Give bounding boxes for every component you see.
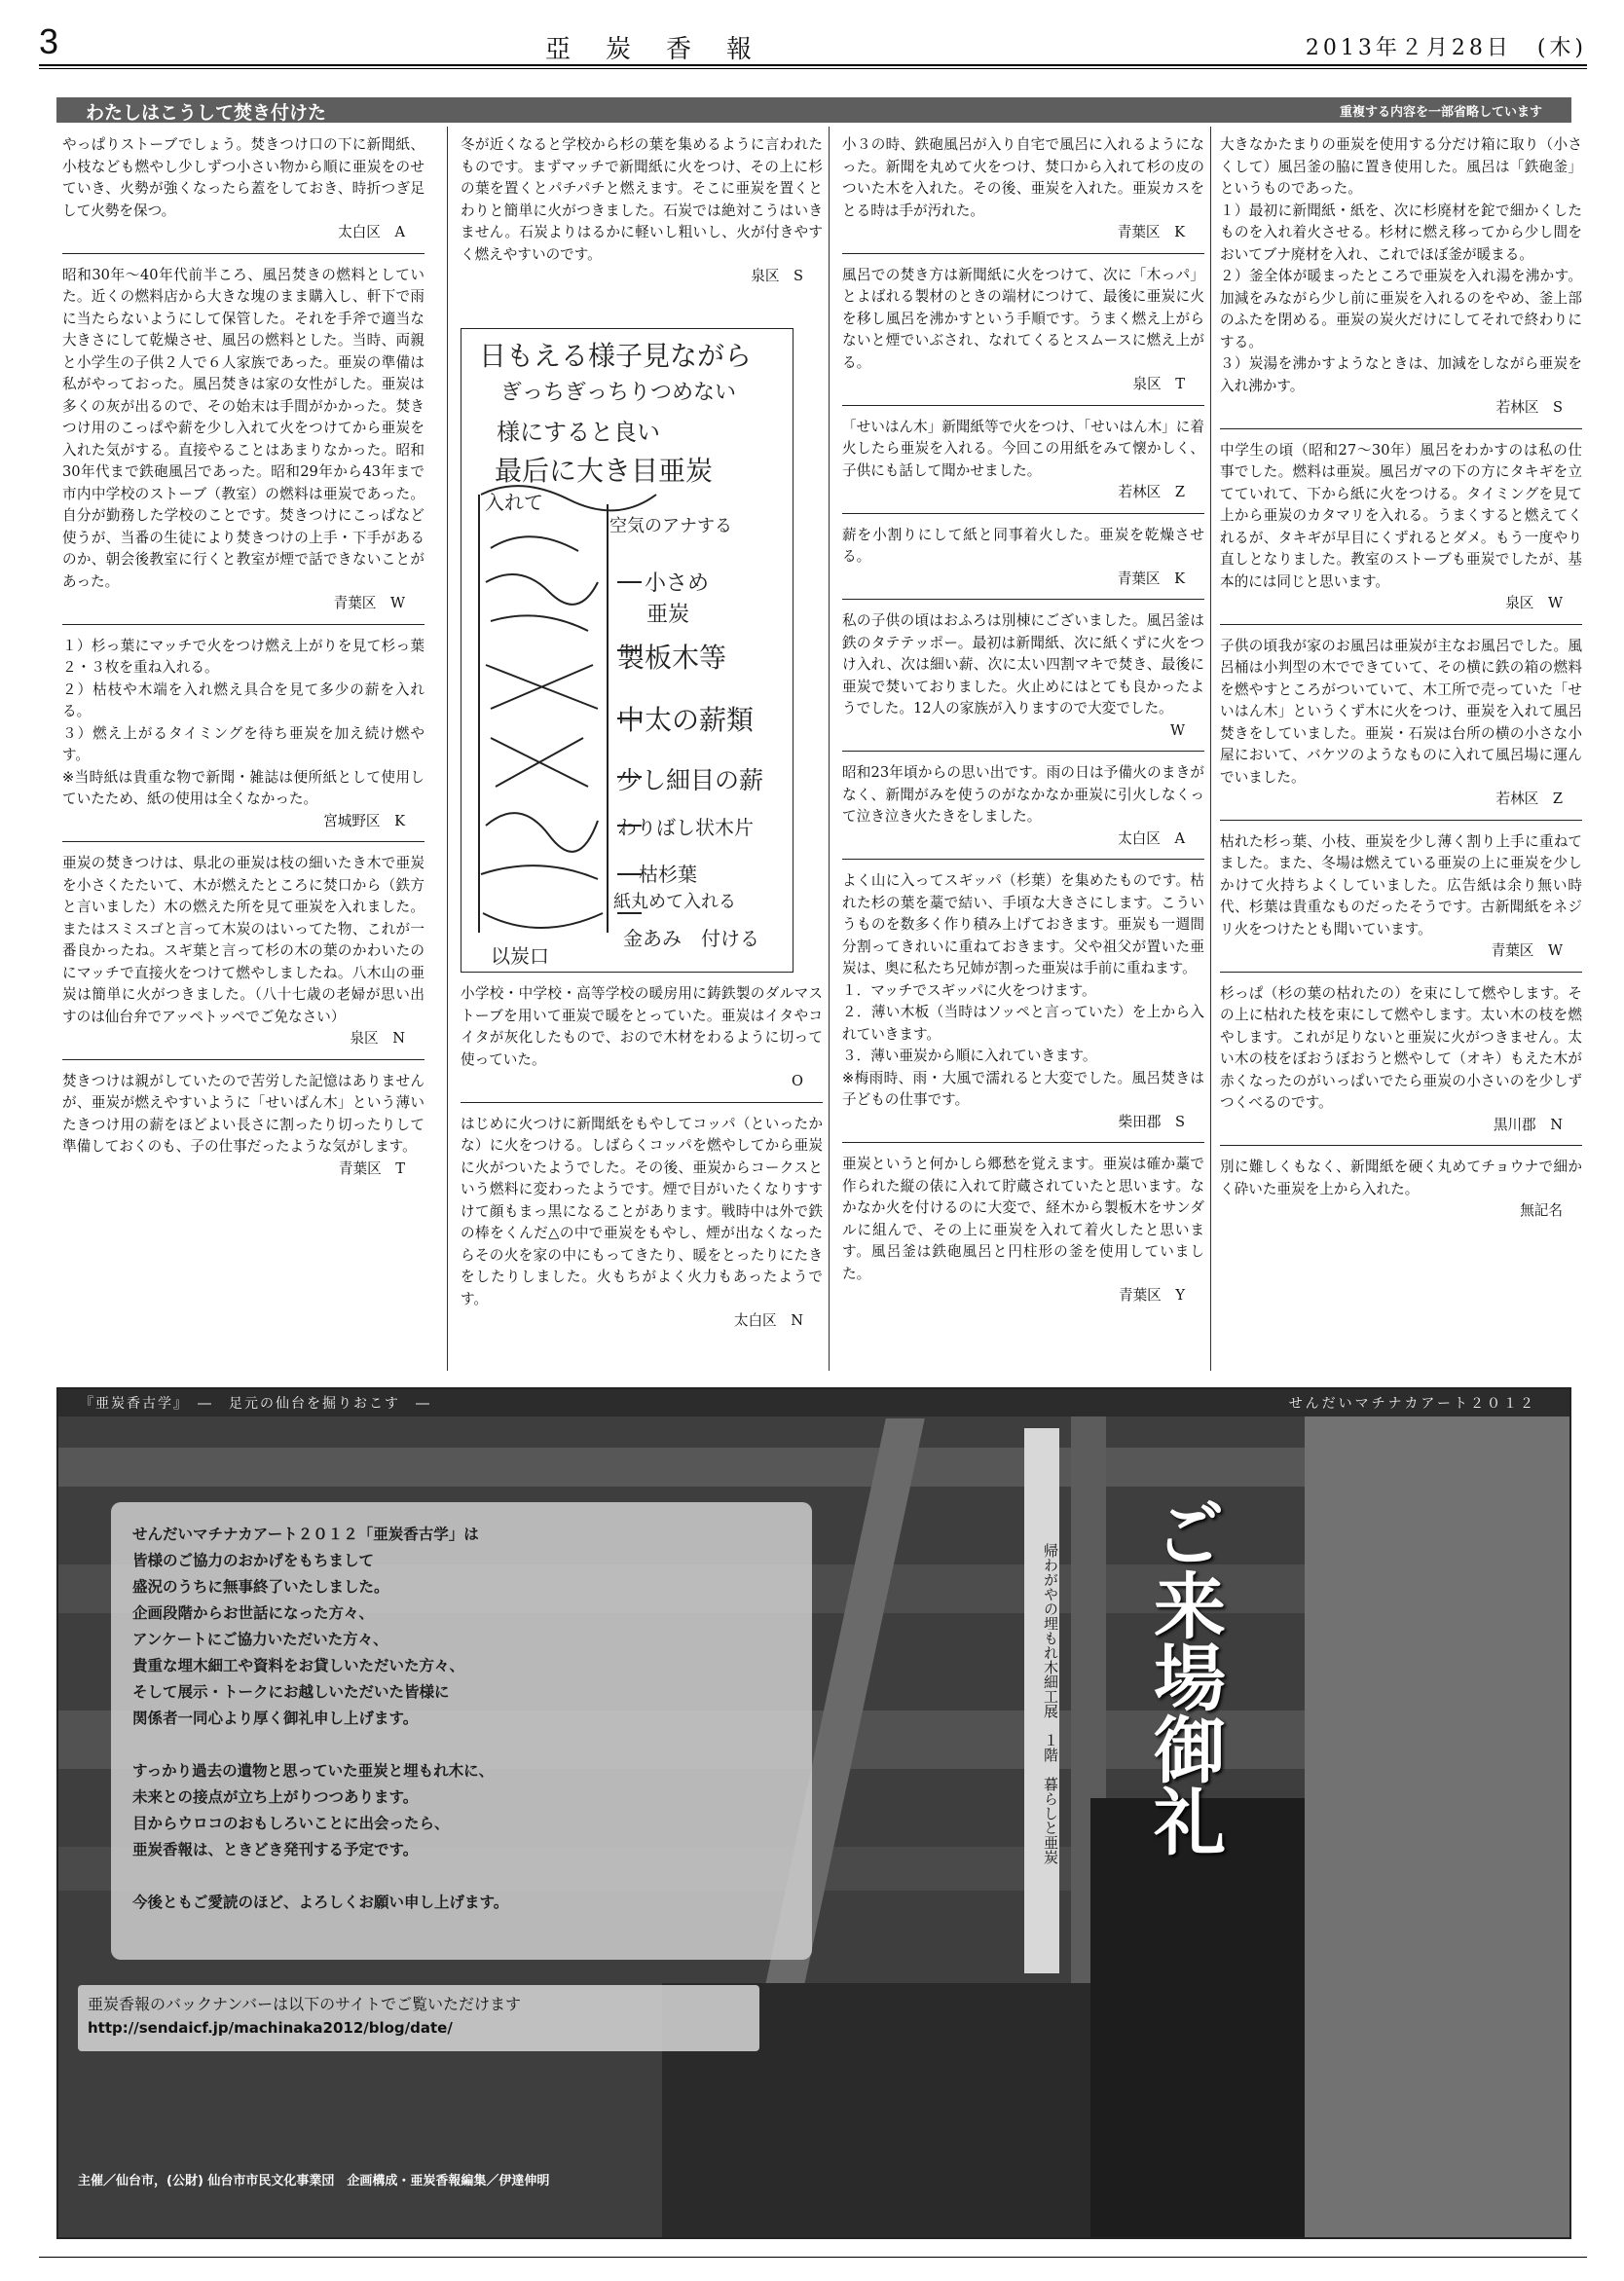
sketch-note: 小さめ — [645, 571, 710, 596]
entry-author: 泉区 T — [1132, 376, 1185, 392]
sketch-note: 以炭口 — [491, 944, 549, 968]
entry-divider — [62, 253, 424, 254]
entry-author: 青葉区 T — [338, 1159, 405, 1177]
backnumber-link[interactable]: http://sendaicf.jp/machinaka2012/blog/date/ — [88, 2019, 453, 2037]
photo-staircase — [1090, 1798, 1305, 2239]
entry-author: 太白区 A — [1118, 829, 1185, 847]
reader-entry: よく山に入ってスギッパ（杉葉）を集めたものです。枯れた杉の葉を藁で結い、手頃な大きさにします。こういうものを数多く作り積み上げておきます。亜炭も一週間分割ってきれいに重ねておきます。父や祖父が置いた亜炭は、奥に私たち兄姉が割った亜炭は手前に重ねます。 １．マッチでスギッパに火をつけます。 ２．薄い木板（当時はソッペと言っていた）を上から入れていきます。 ３．薄い亜炭から順に入れていきます。 ※梅雨時、雨・大風で濡れると大変でした。風呂焚きは子どもの仕事です。 柴田郡 S — [842, 870, 1204, 1133]
entry-divider — [461, 1102, 823, 1103]
column-2-top — [461, 134, 823, 329]
sketch-note: 最后に大き目亜炭 — [495, 455, 714, 487]
reader-entry: 中学生の頃（昭和27〜30年）風呂をわかすのは私の仕事でした。燃料は亜炭。風呂ガマの下の方にタキギを立てていれて、下から紙に火をつける。タイミングを見て上から亜炭のカタマリを入れる。うまくすると燃えてくれるが、タキギが早目にくずれるとダメ。もう一度やり直しとなりました。教室のストーブも亜炭でしたが、基本的には同じと思います。 泉区 W — [1220, 440, 1582, 615]
reader-entry: 亜炭というと何かしら郷愁を覚えます。亜炭は確か藁で作られた縦の俵に入れて貯蔵されていたと思います。なかなか火を付けるのに大変で、経木から製板木をサンダルに組んで、その上に亜炭を入れて着火したと思います。風呂釜は鉄砲風呂と円柱形の釜を使用していました。 青葉区 Y — [842, 1154, 1204, 1307]
column-divider — [447, 127, 448, 1371]
reader-entry: やっぱりストーブでしょう。焚きつけ口の下に新聞紙、小枝なども燃やし少しずつ小さい物から順に亜炭をのせていき、火勢が強くなったら蓋をしておき、時折つぎ足して火勢を保つ。 太白区 A — [62, 134, 424, 244]
reader-entry: 冬が近くなると学校から杉の葉を集めるように言われたものです。まずマッチで新聞紙に火をつけ、その上に杉の葉を置くとパチパチと燃えます。そこに亜炭を置くとわりと簡単に火がつきました。石炭では絶対こうはいきません。石炭よりはるかに軽いし粗いし、火が付きやすく燃えやすいのです。 泉区 S — [461, 134, 823, 288]
column-2-bottom — [461, 983, 823, 1333]
entry-divider — [1220, 1145, 1582, 1146]
entry-author: O — [792, 1073, 803, 1089]
reader-entry: 昭和23年頃からの思い出です。雨の日は予備火のまきがなく、新聞がみを使うのがなかなか亜炭に引火しなくって泣き泣き火たきをしました。 太白区 A — [842, 762, 1204, 850]
message-panel — [111, 1502, 812, 1960]
credits: 主催／仙台市，(公財) 仙台市市民文化事業団 企画構成・亜炭香報編集／伊達伸明 — [78, 2174, 550, 2189]
entry-divider — [62, 1059, 424, 1060]
entry-author: 宮城野区 K — [323, 812, 405, 829]
thank-you-message: せんだいマチナカアート２０１２「亜炭香古学」は 皆様のご協力のおかげをもちまして 盛況のうちに無事終了いたしました。 企画段階からお世話になった方々、 アンケートにご協力いただいた方々、 貴重な埋木細工や資料をお貸しいただいた方々、 そして展示・トークにお越しいただいた皆様に 関係者一同心より厚く御礼申し上げます。 すっかり過去の遺物と思っていた亜炭と埋もれ木に、 未来との接点が立ち上がりつつあります。 目からウロコのおもしろいことに出会ったら、 亜炭香報は、ときどき発刊する予定です。 今後ともご愛読のほど、よろしくお願い申し上げます。 — [132, 1526, 509, 1911]
reader-entry: はじめに火つけに新聞紙をもやしてコッパ（といったかな）に火をつける。しばらくコッパを燃やしてから亜炭に火がついたようでした。その後、亜炭からコークスという燃料に変わったようです。煙で目がいたくなりすすけて顔もまっ黒になることがあります。戦時中は外で鉄の棒をくんだ△の中で亜炭をもやし、煙が出なくなったらその火を家の中にもってきたり、暖をとったりにたきをしたりしました。火もちがよく火力もあったようです。 太白区 N — [461, 1114, 823, 1333]
entry-author: 泉区 W — [1505, 595, 1563, 611]
column-4 — [1220, 134, 1582, 1363]
masthead-rule-thin — [39, 68, 1587, 69]
entry-author: 青葉区 W — [333, 595, 405, 611]
series-title: 『亜炭香古学』 ― 足元の仙台を掘りおこす ― — [80, 1396, 431, 1412]
entry-divider — [842, 1142, 1204, 1143]
sketch-note: 中太の薪類 — [617, 704, 755, 736]
entry-divider — [842, 405, 1204, 406]
photo-right-wall — [1305, 1416, 1571, 2239]
sketch-note: ぎっちぎっちりつめない — [500, 381, 737, 405]
sketch-note: 日もえる様子見ながら — [479, 340, 753, 372]
page-number: 3 — [39, 21, 59, 61]
entry-divider — [1220, 624, 1582, 625]
column-divider — [829, 127, 830, 1371]
masthead-rule — [39, 64, 1587, 66]
reader-entry: 小３の時、鉄砲風呂が入り自宅で風呂に入れるようになった。新聞を丸めて火をつけ、焚口から入れて杉の皮のついた木を入れた。その後、亜炭を入れた。亜炭カスをとる時は手が汚れた。 青葉区 K — [842, 134, 1204, 244]
entry-author: 泉区 S — [751, 268, 803, 284]
page-bottom-rule — [39, 2257, 1587, 2258]
entry-author: 無記名 — [1520, 1202, 1563, 1219]
entry-author: 太白区 N — [733, 1312, 803, 1329]
entry-author: 青葉区 K — [1117, 570, 1185, 587]
section-header — [56, 97, 1571, 123]
entry-author: 若林区 Z — [1495, 791, 1563, 807]
sketch-note: 製板木等 — [617, 642, 727, 674]
entry-divider — [62, 624, 424, 625]
issue-date: 2013年２月28日 (木) — [1305, 36, 1587, 60]
event-title: せんだいマチナカアート２０１２ — [1288, 1396, 1536, 1412]
sketch-note: 様にすると良い — [497, 419, 660, 446]
sketch-note: わりばし状木片 — [617, 816, 754, 839]
reader-entry: 薪を小割りにして紙と同事着火した。亜炭を乾燥させる。 青葉区 K — [842, 525, 1204, 591]
entry-divider — [842, 599, 1204, 600]
thanks-headline: ご来場御礼 — [1142, 1496, 1226, 1857]
sketch-note: 紙丸めて入れる — [613, 892, 736, 912]
entry-author: W — [1170, 721, 1185, 739]
backnumber-text: 亜炭香報のバックナンバーは以下のサイトでご覧いただけます — [88, 1995, 521, 2013]
entry-divider — [1220, 972, 1582, 973]
section-title: わたしはこうして焚き付けた — [86, 102, 327, 124]
column-1 — [62, 134, 424, 1363]
reader-entry: １）杉っ葉にマッチで火をつけ燃え上がりを見て杉っ葉２・３枚を重ね入れる。 ２）枯枝や木端を入れ燃え具合を見て多少の薪を入れる。 ３）燃え上がるタイミングを待ち亜炭を加え続け燃やす。 ※当時紙は貴重な物で新聞・雑誌は便所紙として使用していたため、紙の使用は全くなかった。 宮城野区 K — [62, 636, 424, 833]
entry-divider — [842, 751, 1204, 752]
sketch-note: 亜炭 — [646, 603, 690, 627]
reader-entry: 大きなかたまりの亜炭を使用する分だけ箱に取り（小さくして）風呂釜の脇に置き使用した。風呂は「鉄砲釜」というものであった。 １）最初に新聞紙・紙を、次に杉廃材を鉈で細かくしたものを入れ着火させる。杉材に燃え移ってから少し間をおいてブナ廃材を入れ、これでほぼ釜が暖まる。 ２）釜全体が暖まったところで亜炭を入れ湯を沸かす。加減をみながら少し前に亜炭を入れるのをやめ、釜上部のふたを閉める。亜炭の炭火だけにしてそれで終わりにする。 ３）炭湯を沸かすようなときは、加減をしながら亜炭を入れ沸かす。 若林区 S — [1220, 134, 1582, 420]
backnumber-info — [78, 1985, 759, 2051]
entry-author: 若林区 Z — [1118, 484, 1185, 500]
entry-author: 太白区 A — [338, 224, 405, 240]
sketch-note: 入れて — [485, 491, 543, 514]
exhibition-sign: 帰わがやの埋もれ木細工展 １階 暮らしと亜炭 — [1024, 1428, 1059, 1973]
entry-author: 柴田郡 S — [1118, 1113, 1185, 1130]
entry-author: 若林区 S — [1495, 399, 1563, 416]
banner-header — [58, 1389, 1569, 1416]
entry-divider — [1220, 820, 1582, 821]
reader-entry: 風呂での焚き方は新聞紙に火をつけて、次に「木っパ」とよばれる製材のときの端材につけて、最後に亜炭に火を移し風呂を沸かすという手順です。うまく燃え上がらないと煙でいぶされ、なれてくるとスムースに燃え上がる。 泉区 T — [842, 265, 1204, 396]
reader-entry: 別に難しくもなく、新聞紙を硬く丸めてチョウナで細かく砕いた亜炭を上から入れた。 無記名 — [1220, 1157, 1582, 1223]
column-3 — [842, 134, 1204, 1363]
sketch-note: 金あみ 付ける — [623, 927, 759, 950]
entry-divider — [1220, 428, 1582, 429]
sketch-note: 少し細目の薪 — [617, 766, 764, 794]
sketch-note: 枯杉葉 — [639, 863, 697, 886]
newspaper-title: 亞炭香報 — [545, 35, 788, 64]
entry-divider — [62, 841, 424, 842]
handwritten-sketch — [461, 328, 794, 973]
entry-divider — [842, 859, 1204, 860]
reader-entry: 昭和30年〜40年代前半ころ、風呂焚きの燃料としていた。近くの燃料店から大きな塊のまま購入し、軒下で雨に当たらないようにして保管した。それを手斧で適当な大きさにして乾燥させ、風呂の燃料とした。当時、両親と小学生の子供２人で６人家族であった。亜炭の準備は私がやっておった。風呂焚きは家の女性がした。亜炭は多くの灰が出るので、その始末は手間がかかった。焚きつけ用のこっぱや薪を少し入れて火をつけてから亜炭を入れた気がする。直接やることはあまりなかった。昭和30年代まで鉄砲風呂であった。昭和29年から43年まで市内中学校のストーブ（教室）の燃料は亜炭であった。自分が勤務した学校のことです。焚きつけにこっぱなど使うが、当番の生徒により焚きつけの上手・下手があるのか、朝会後教室に行くと教室が煙で話できないことがあった。 青葉区 W — [62, 265, 424, 615]
section-note: 重複する内容を一部省略しています — [1339, 105, 1542, 120]
entry-author: 青葉区 K — [1117, 224, 1185, 240]
column-divider — [1210, 127, 1211, 1371]
entry-author: 黒川郡 N — [1493, 1116, 1563, 1133]
reader-entry: 杉っぱ（杉の葉の枯れたの）を束にして燃やします。その上に枯れた枝を束にして燃やします。太い木の枝を燃やします。これが足りないと亜炭に火がつきません。太い木の枝をぼおうぼおうと燃やして（オキ）もえた木が赤くなったのがいっぱいでたら亜炭の小さいのを少しずつくべるのです。 黒川郡 N — [1220, 983, 1582, 1137]
reader-entry: 「せいはん木」新聞紙等で火をつけ、「せいはん木」に着火したら亜炭を入れる。今回この用紙をみて懐かしく、子供にも話して聞かせました。 若林区 Z — [842, 417, 1204, 504]
reader-entry: 小学校・中学校・高等学校の暖房用に鋳鉄製のダルマストーブを用いて亜炭で暖をとっていた。亜炭はイタやコイタが灰化したもので、おので木材をわるように切って使っていた。 O — [461, 983, 823, 1093]
reader-entry: 枯れた杉っ葉、小枝、亜炭を少し薄く割り上手に重ねてました。また、冬場は燃えている亜炭の上に亜炭を少しかけて火持ちよくしていました。広告紙は余り無い時代、杉葉は貴重なものだったそうです。古新聞紙をネジリ火をつけたとも聞いています。 青葉区 W — [1220, 831, 1582, 963]
entry-author: 青葉区 W — [1491, 942, 1563, 959]
reader-entry: 焚きつけは親がしていたので苦労した記憶はありませんが、亜炭が燃えやすいように「せいばん木」という薄いたきつけ用の薪をほどよい長さに割ったり切ったりして準備しておくのも、子の仕事だったような気がします。 青葉区 T — [62, 1071, 424, 1181]
entry-divider — [842, 253, 1204, 254]
reader-entry: 亜炭の焚きつけは、県北の亜炭は枝の細いたき木で亜炭を小さくたたいて、木が燃えたところに焚口から（鉄方と言いました）木の燃えた所を見て亜炭を入れました。またはスミスゴと言って木炭のはいってた物、これが一番良かったね。スギ葉と言って杉の木の葉のかわいたのにマッチで直接火をつけて燃やしましたね。八木山の亜炭は簡単に火がつきました。（八十七歳の老婦が思い出すのは仙台弁でアッペトッペでご免なさい） 泉区 N — [62, 853, 424, 1050]
entry-divider — [842, 513, 1204, 514]
thank-you-banner — [56, 1387, 1571, 2239]
reader-entry: 私の子供の頃はおふろは別棟にございました。風呂釜は鉄のタテテッポー。最初は新聞紙、次に紙くずに火をつけ入れ、次は細い薪、次に太い四割マキで焚き、最後に亜炭で焚いておりました。火止めにはとても良かったようでした。12人の家族が入りますので大変でした。 W — [842, 610, 1204, 742]
sketch-note: 空気のアナする — [609, 516, 732, 536]
entry-author: 青葉区 Y — [1118, 1287, 1185, 1304]
entry-author: 泉区 N — [350, 1030, 405, 1047]
masthead — [39, 21, 1587, 64]
reader-entry: 子供の頃我が家のお風呂は亜炭が主なお風呂でした。風呂桶は小判型の木でできていて、その横に鉄の箱の燃料を燃やすところがついていて、木工所で売っていた「せいはん木」というくず木に火をつけ、亜炭を入れて風呂焚きをしていました。亜炭・石炭は台所の横の小さな小屋において、バケツのようなものに入れて風呂場に運んでいました。 若林区 Z — [1220, 636, 1582, 811]
